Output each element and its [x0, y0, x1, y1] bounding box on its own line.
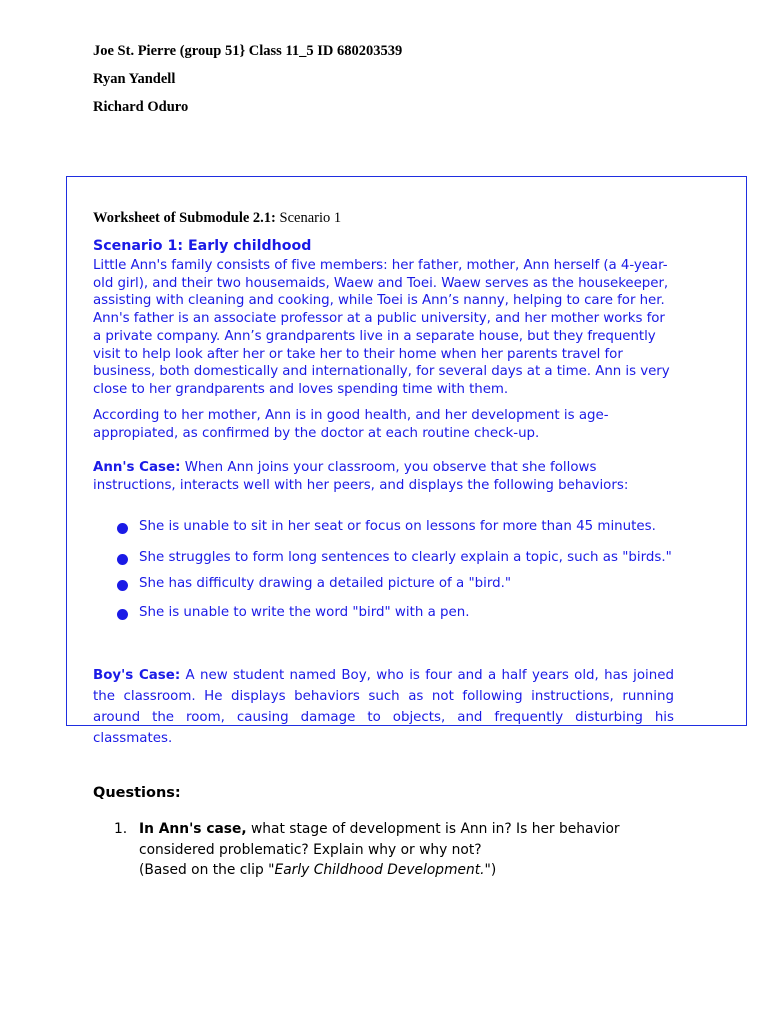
scenario-paragraph: Little Ann's family consists of five members: her father, mother, Ann herself (a 4-year-old girl), and their two housemaids, Waew and Toei. Waew serves as the housekeeper, assisting with cleaning and cooking, while Toei is Ann’s nanny, helping to care for her. Ann's father is an associate professor at a public university, and her mother works for a private company. Ann’s grandparents live in a separate house, but they frequently visit to help look after her or take her to their home when her parents travel for business, both domestically and internationally, for several days at a time. Ann is very close to her grandparents and loves spending time with them. — [93, 258, 670, 397]
boy-case-text: A new student named Boy, who is four and a half years old, has joined the classroom. He displays behaviors such as not following instructions, running around the room, causing damage to objects, and frequently disturbing his classmates. — [93, 668, 674, 746]
author-line: Richard Oduro — [93, 99, 189, 115]
list-item — [93, 602, 693, 623]
list-item — [93, 547, 693, 568]
list-item-text: She is unable to sit in her seat or focus on lessons for more than 45 minutes. — [139, 519, 656, 534]
bullet-dot-icon — [117, 523, 128, 534]
list-item-text: She struggles to form long sentences to clearly explain a topic, such as "birds." — [139, 550, 672, 565]
question-source-prefix: (Based on the clip — [139, 862, 269, 878]
worksheet-title-rest: Scenario 1 — [275, 210, 342, 226]
list-item — [93, 573, 693, 594]
list-item-text: She has difficulty drawing a detailed picture of a "bird." — [139, 576, 512, 591]
ann-case-paragraph — [93, 459, 675, 494]
question-source-suffix: ) — [490, 862, 497, 878]
bullet-dot-icon — [117, 609, 128, 620]
question-text — [139, 819, 674, 881]
author-line: Joe St. Pierre (group 51} Class 11_5 ID 680203539 — [93, 43, 403, 59]
boy-case-paragraph — [93, 665, 674, 749]
question-number: 1. — [114, 821, 128, 837]
ann-case-label: Ann's Case: — [93, 460, 181, 475]
question-list — [114, 819, 674, 881]
question-body: what stage of development is Ann in? Is her behavior considered problematic? Explain why or why not? — [139, 821, 620, 858]
list-item-text: She is unable to write the word "bird" with a pen. — [139, 605, 470, 620]
question-item — [114, 819, 674, 881]
bullet-dot-icon — [117, 554, 128, 565]
scenario-paragraph: According to her mother, Ann is in good health, and her development is age-appropiated, as confirmed by the doctor at each routine check-up. — [93, 408, 609, 441]
worksheet-title — [93, 210, 341, 227]
questions-heading: Questions: — [93, 785, 181, 801]
behavior-list — [93, 516, 693, 623]
question-source-title: "Early Childhood Development." — [268, 862, 491, 878]
list-item — [93, 516, 693, 537]
ann-case-text: When Ann joins your classroom, you observe that she follows instructions, interacts well with her peers, and displays the following behaviors: — [93, 460, 629, 493]
worksheet-title-bold: Worksheet of Submodule 2.1: — [93, 210, 276, 226]
bullet-dot-icon — [117, 580, 128, 591]
boy-case-label: Boy's Case: — [93, 668, 181, 683]
author-line: Ryan Yandell — [93, 71, 176, 87]
scenario-heading: Scenario 1: Early childhood — [93, 238, 312, 254]
question-bold: In Ann's case, — [139, 821, 247, 837]
